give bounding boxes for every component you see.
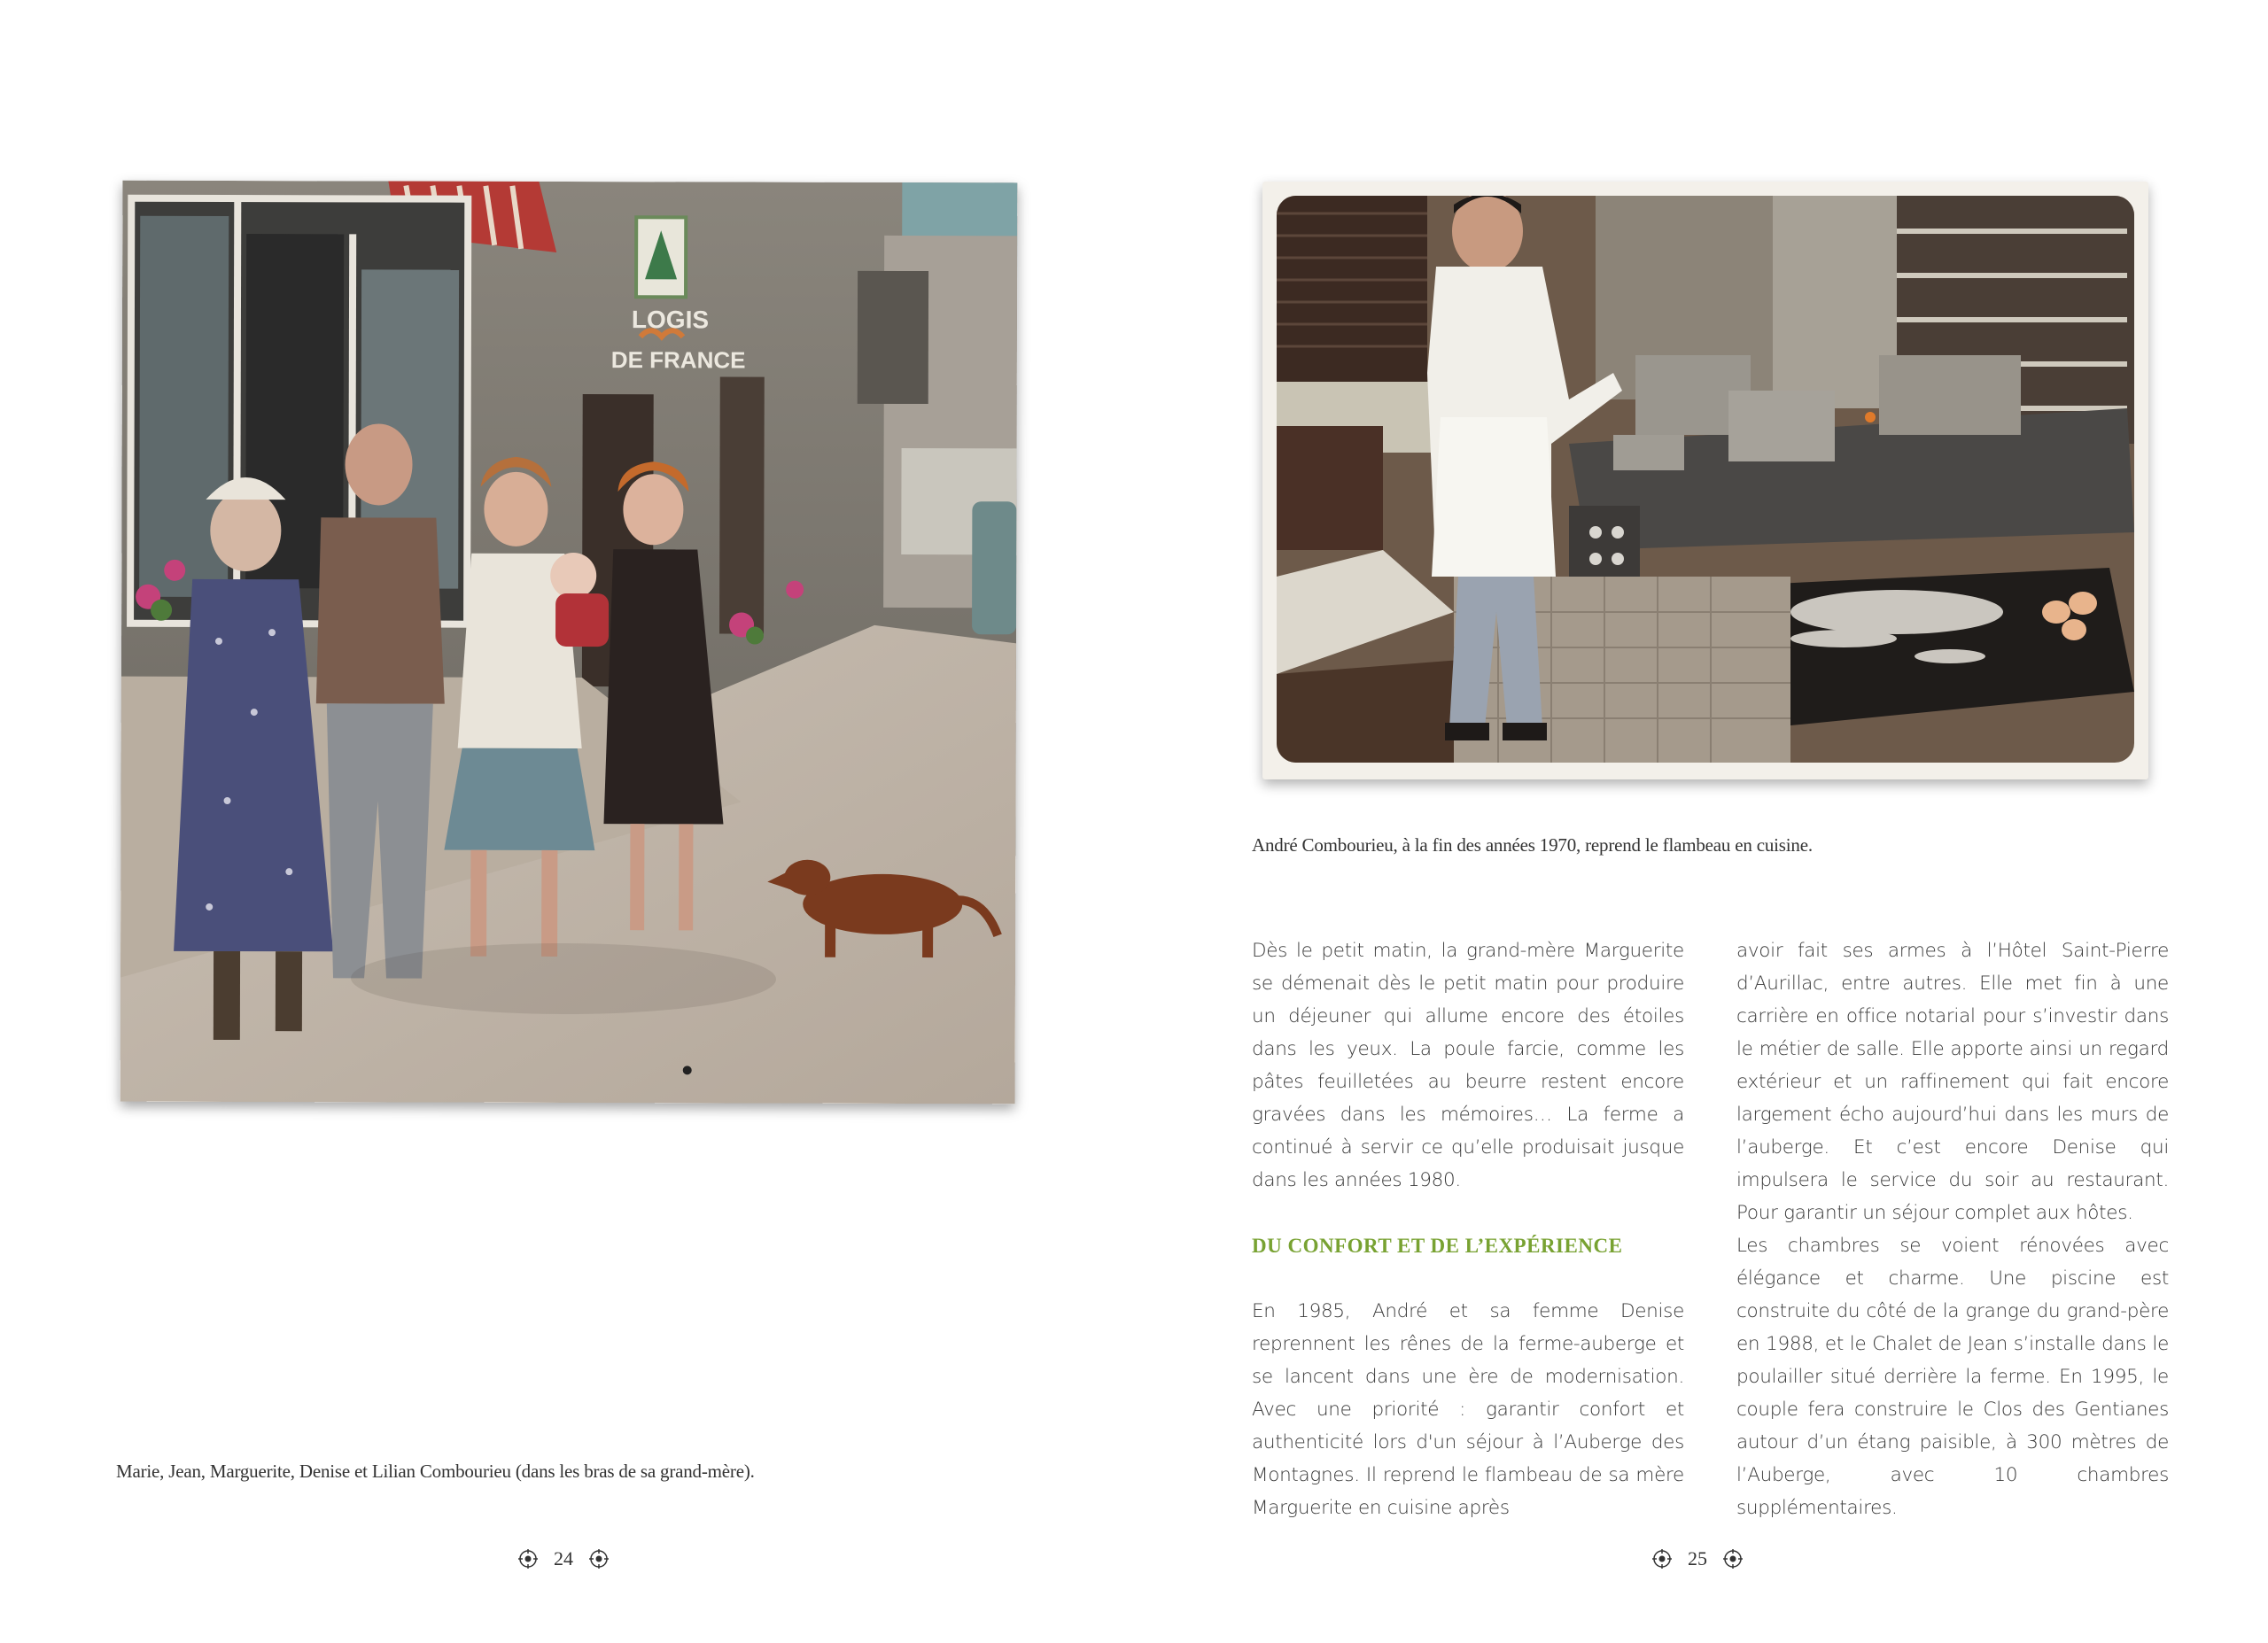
body-paragraph: En 1985, André et sa femme Denise reprennent les rênes de la ferme-auberge et se lancent dans une ère de modernisation. Avec une priorité : garantir confort et authenticité lors d'un séjour à l’Auberge des Montagnes. Il reprend le flambeau de sa mère Marguerite en cuisine après xyxy=(1252,1300,1684,1519)
street-photo-illustration xyxy=(120,181,1018,1104)
ornament-icon xyxy=(589,1549,609,1569)
left-photo-caption: Marie, Jean, Marguerite, Denise et Lilian Combourieu (dans les bras de sa grand-mère). xyxy=(116,1461,755,1482)
ornament-icon xyxy=(1723,1549,1743,1569)
page-number: 24 xyxy=(554,1547,573,1569)
kitchen-photo-frame xyxy=(1262,182,2148,779)
section-heading: DU CONFORT ET DE L’EXPÉRIENCE xyxy=(1252,1235,1623,1257)
body-paragraph: Les chambres se voient rénovées avec élégance et charme. Une piscine est construite du côté de la grange du grand-père en 1988, et le Chalet de Jean s’installe dans le poulailler situé derrière la ferme. En 1995, le couple fera construire le Clos des Gentianes autour d’un étang paisible, à 300 mètres de l’Auberge, avec 10 chambres supplémentaires. xyxy=(1736,1235,2169,1519)
kitchen-photo xyxy=(1277,196,2134,763)
ornament-icon xyxy=(518,1549,538,1569)
body-paragraph: avoir fait ses armes à l’Hôtel Saint-Pierre d’Aurillac, entre autres. Elle met fin à une carrière en office notarial pour s’investir dans le métier de salle. Elle apporte ainsi un regard extérieur et un raffinement qui fait encore largement écho aujourd’hui dans les murs de l’auberge. Et c’est encore Denise qui impulsera le service du soir au restaurant. Pour garantir un séjour complet aux hôtes. xyxy=(1736,940,2169,1224)
logis-sign-line1: LOGIS xyxy=(631,306,710,334)
ornament-icon xyxy=(1652,1549,1672,1569)
right-folio xyxy=(1652,1546,1743,1572)
left-folio xyxy=(518,1546,609,1572)
page-number: 25 xyxy=(1688,1547,1707,1569)
logis-sign-line2: DE FRANCE xyxy=(610,346,746,374)
text-column-2 xyxy=(1736,934,2169,1524)
text-column-1 xyxy=(1252,934,1684,1524)
right-page xyxy=(1134,0,2268,1643)
body-paragraph: Dès le petit matin, la grand-mère Marguerite se démenait dès le petit matin pour produire un déjeuner qui allume encore des étoiles dans les yeux. La poule farcie, comme les pâtes feuilletées au beurre restent encore gravées dans les mémoires… La ferme a continué à servir ce qu’elle produisait jusque dans les années 1980. xyxy=(1252,940,1684,1191)
kitchen-photo-illustration xyxy=(1277,196,2134,763)
right-photo-caption: André Combourieu, à la fin des années 1970, reprend le flambeau en cuisine. xyxy=(1252,834,1813,856)
street-family-photo xyxy=(120,181,1018,1104)
